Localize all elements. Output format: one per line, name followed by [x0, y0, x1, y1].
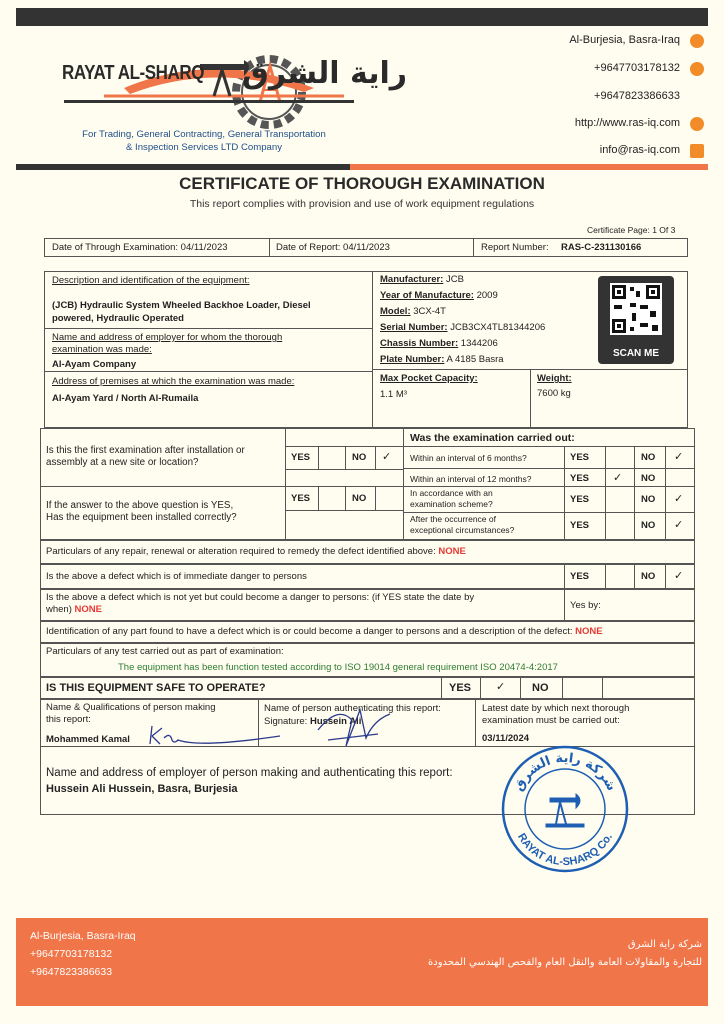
signature-hussein — [308, 700, 398, 750]
report-number-label: Report Number: — [481, 242, 549, 253]
scheme-label: In accordance with an examination scheme? — [410, 488, 493, 509]
interval-6-yes[interactable]: YES — [570, 452, 590, 463]
document-title: CERTIFICATE OF THOROUGH EXAMINATION — [179, 174, 545, 193]
contact-address: Al-Burjesia, Basra-Iraq — [569, 34, 680, 46]
manufacturer-row: Manufacturer: JCB — [380, 274, 464, 285]
premises-value: Al-Ayam Yard / North Al-Rumaila — [52, 393, 199, 404]
first-exam-no[interactable]: NO — [352, 452, 367, 463]
company-tagline: For Trading, General Contracting, General Transportation & Inspection Services LTD Company — [82, 129, 326, 153]
footer-address: Al-Burjesia, Basra-Iraq — [30, 930, 136, 942]
company-stamp — [498, 742, 632, 876]
scan-me-label: SCAN ME — [612, 348, 660, 359]
footer-phone-2: +9647823386633 — [30, 966, 113, 978]
person-name: Mohammed Kamal — [46, 734, 130, 745]
yes-by-label: Yes by: — [570, 600, 601, 611]
footer-phone-1: +9647703178132 — [30, 948, 113, 960]
scheme-yes[interactable]: YES — [570, 494, 590, 505]
description-line-1: (JCB) Hydraulic System Wheeled Backhoe Loader, Diesel — [52, 300, 311, 311]
safe-yes-check: ✓ — [496, 681, 506, 693]
footer-arabic-tagline: للتجارة والمقاولات العامة والنقل العام والفحص الهندسي المحدودة — [428, 957, 702, 968]
footer-arabic-name: شركة راية الشرق — [627, 939, 702, 950]
plate-row: Plate Number: A 4185 Basra — [380, 354, 504, 365]
report-number: RAS-C-231130166 — [561, 242, 642, 253]
date-of-exam: Date of Through Examination: 04/11/2023 — [52, 242, 228, 253]
capacity-value: 1.1 M³ — [380, 389, 407, 400]
safe-yes[interactable]: YES — [449, 682, 472, 694]
tests-value: The equipment has been function tested according to ISO 19014 general requirement ISO 20474-4:2017 — [118, 662, 558, 673]
after-yes[interactable]: YES — [570, 520, 590, 531]
employer-name: Hussein Ali Hussein, Basra, Burjesia — [46, 783, 238, 795]
installed-question: If the answer to the above question is YES, Has the equipment been installed correctly? — [46, 500, 237, 523]
interval-12-yes-check: ✓ — [613, 472, 623, 484]
document-subtitle: This report complies with provision and use of work equipment regulations — [189, 198, 535, 210]
contact-website[interactable]: http://www.ras-iq.com — [574, 117, 680, 129]
interval-6-label: Within an interval of 6 months? — [410, 453, 527, 463]
first-exam-no-check: ✓ — [382, 451, 392, 463]
after-no[interactable]: NO — [641, 520, 656, 531]
interval-12-label: Within an interval of 12 months? — [410, 474, 532, 484]
qr-pattern — [610, 283, 662, 335]
auth-signature: Signature: Hussein Ali — [264, 716, 362, 727]
weight-value: 7600 kg — [537, 388, 571, 399]
interval-12-no[interactable]: NO — [641, 473, 656, 484]
scheme-no-check: ✓ — [674, 493, 684, 505]
chassis-row: Chassis Number: 1344206 — [380, 338, 498, 349]
location-pin-icon — [690, 34, 704, 48]
description-line-2: powered, Hydraulic Operated — [52, 313, 184, 324]
employer-label: Name and address of employer of person making and authenticating this report: — [46, 767, 453, 779]
description-label: Description and identification of the equipment: — [52, 275, 250, 286]
repair-label: Particulars of any repair, renewal or alteration required to remedy the defect identified above: NONE — [46, 546, 466, 557]
contact-phone-2: +9647823386633 — [594, 90, 680, 102]
contact-email[interactable]: info@ras-iq.com — [599, 144, 680, 156]
contact-phone-1: +9647703178132 — [594, 62, 680, 74]
globe-icon — [690, 117, 704, 131]
top-bar — [16, 8, 708, 26]
model-row: Model: 3CX-4T — [380, 306, 446, 317]
auth-label: Name of person authenticating this report: — [264, 703, 441, 714]
after-no-check: ✓ — [674, 519, 684, 531]
header-divider-dark — [16, 164, 350, 170]
premises-label: Address of premises at which the examination was made: — [52, 376, 295, 387]
date-of-report: Date of Report: 04/11/2023 — [276, 242, 390, 253]
safe-label: IS THIS EQUIPMENT SAFE TO OPERATE? — [46, 682, 266, 694]
year-row: Year of Manufacture: 2009 — [380, 290, 498, 301]
svg-text:شركة راية الشرق — [511, 751, 619, 794]
header-divider-orange — [350, 164, 708, 170]
employer-name: Al-Ayam Company — [52, 359, 137, 370]
company-name-ar: راية الشرق — [242, 56, 408, 91]
company-name-en: RAYAT AL-SHARQ — [62, 62, 205, 84]
identification-label: Identification of any part found to have a defect which is or could become a danger to persons and a description of the defect: NONE — [46, 626, 603, 637]
interval-12-yes[interactable]: YES — [570, 473, 590, 484]
immediate-danger-no-check: ✓ — [674, 570, 684, 582]
mail-icon — [690, 144, 704, 158]
phone-icon — [690, 62, 704, 76]
capacity-label: Max Pocket Capacity: — [380, 373, 478, 384]
scheme-no[interactable]: NO — [641, 494, 656, 505]
certificate-page: Certificate Page: 1 Of 3 — [587, 225, 676, 235]
employer-label: Name and address of employer for whom the thorough examination was made: — [52, 332, 283, 355]
stamp-text-bottom: RAYAT AL-SHARQ Co. — [514, 831, 615, 869]
interval-6-no[interactable]: NO — [641, 452, 656, 463]
latest-date: 03/11/2024 — [482, 733, 530, 744]
latest-label: Latest date by which next thorough examination must be carried out: — [482, 703, 630, 726]
tests-label: Particulars of any test carried out as part of examination: — [46, 646, 284, 657]
after-label: After the occurrence of exceptional circumstances? — [410, 514, 515, 535]
person-label: Name & Qualifications of person making this report: — [46, 702, 216, 725]
first-exam-yes[interactable]: YES — [291, 452, 311, 463]
safe-no[interactable]: NO — [532, 682, 549, 694]
immediate-danger-no[interactable]: NO — [641, 571, 656, 582]
weight-label: Weight: — [537, 373, 572, 384]
installed-yes[interactable]: YES — [291, 493, 311, 504]
serial-row: Serial Number: JCB3CX4TL81344206 — [380, 322, 546, 333]
first-exam-question: Is this the first examination after installation or assembly at a new site or location? — [46, 445, 245, 468]
immediate-danger-yes[interactable]: YES — [570, 571, 590, 582]
interval-6-no-check: ✓ — [674, 451, 684, 463]
future-danger-label: Is the above a defect which is not yet but could become a danger to persons: (if YES state the date by when) NONE — [46, 592, 475, 615]
installed-no[interactable]: NO — [352, 493, 367, 504]
immediate-danger-label: Is the above a defect which is of immediate danger to persons — [46, 571, 307, 582]
stamp-text-top: شركة راية الشرق — [511, 750, 619, 794]
carried-out-label: Was the examination carried out: — [410, 432, 575, 444]
